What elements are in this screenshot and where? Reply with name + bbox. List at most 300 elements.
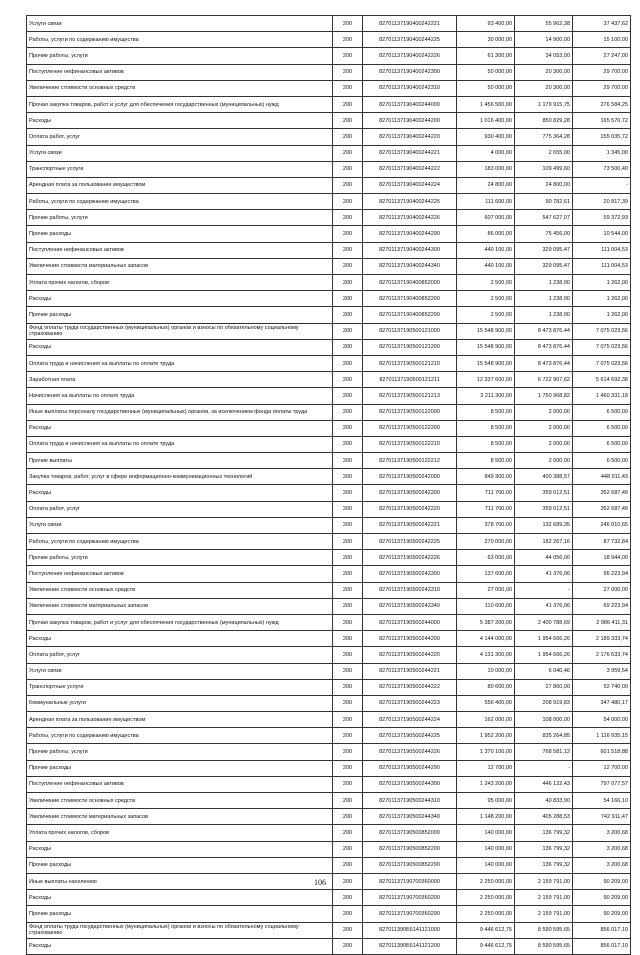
row-unexecuted-cell: 6 500,00 bbox=[573, 453, 631, 469]
table-row bbox=[27, 436, 631, 452]
row-approved-cell: 27 000,00 bbox=[457, 582, 515, 598]
row-unexecuted-cell: 29 700,00 bbox=[573, 80, 631, 96]
row-budget-code-cell: 82701137190700360200 bbox=[363, 890, 457, 906]
row-name-cell: Расходы bbox=[27, 631, 333, 647]
row-budget-code-cell: 82701137190500244290 bbox=[363, 760, 457, 776]
row-approved-cell: 95 000,00 bbox=[457, 793, 515, 809]
row-line-code-cell: 200 bbox=[333, 776, 363, 792]
table-row bbox=[27, 32, 631, 48]
table-row bbox=[27, 809, 631, 825]
table-row bbox=[27, 728, 631, 744]
row-budget-code-cell: 82701137190400244222 bbox=[363, 161, 457, 177]
row-unexecuted-cell: 15 100,00 bbox=[573, 32, 631, 48]
row-executed-cell: 329 095,47 bbox=[515, 242, 573, 258]
row-executed-cell: 20 300,00 bbox=[515, 80, 573, 96]
row-unexecuted-cell: 347 480,17 bbox=[573, 695, 631, 711]
row-line-code-cell: 200 bbox=[333, 825, 363, 841]
row-unexecuted-cell: 856 017,10 bbox=[573, 922, 631, 938]
row-budget-code-cell: 82701137190400244225 bbox=[363, 32, 457, 48]
row-executed-cell: 2 000,00 bbox=[515, 436, 573, 452]
row-name-cell: Увеличение стоимости материальных запасов bbox=[27, 809, 333, 825]
row-budget-code-cell: 82701137190400244300 bbox=[363, 242, 457, 258]
row-approved-cell: 1 148 200,00 bbox=[457, 809, 515, 825]
row-unexecuted-cell: 155 035,72 bbox=[573, 129, 631, 145]
row-budget-code-cell: 82701137190500121213 bbox=[363, 388, 457, 404]
row-name-cell: Прочие расходы bbox=[27, 760, 333, 776]
table-row bbox=[27, 96, 631, 112]
table-row bbox=[27, 776, 631, 792]
row-line-code-cell: 200 bbox=[333, 194, 363, 210]
row-unexecuted-cell: 246 010,65 bbox=[573, 517, 631, 533]
row-budget-code-cell: 82701137190500242221 bbox=[363, 517, 457, 533]
row-approved-cell: 930 400,00 bbox=[457, 129, 515, 145]
row-budget-code-cell: 82701137190500242300 bbox=[363, 566, 457, 582]
row-name-cell: Оплата труда и начисления на выплаты по оплате труда bbox=[27, 436, 333, 452]
row-unexecuted-cell: 54 166,10 bbox=[573, 793, 631, 809]
row-unexecuted-cell: 2 189 333,74 bbox=[573, 631, 631, 647]
row-executed-cell: 775 364,28 bbox=[515, 129, 573, 145]
table-row bbox=[27, 534, 631, 550]
row-line-code-cell: 200 bbox=[333, 873, 363, 889]
row-unexecuted-cell: 18 944,00 bbox=[573, 550, 631, 566]
row-budget-code-cell: 82701137190500244220 bbox=[363, 647, 457, 663]
row-executed-cell: 547 627,07 bbox=[515, 210, 573, 226]
row-line-code-cell: 200 bbox=[333, 857, 363, 873]
row-approved-cell: 9 446 612,75 bbox=[457, 922, 515, 938]
row-line-code-cell: 200 bbox=[333, 938, 363, 954]
row-budget-code-cell: 82701137190500242310 bbox=[363, 582, 457, 598]
row-name-cell: Работы, услуги по содержанию имущества bbox=[27, 728, 333, 744]
report-sheet bbox=[26, 15, 630, 955]
row-approved-cell: 12 337 600,00 bbox=[457, 372, 515, 388]
row-approved-cell: 12 700,00 bbox=[457, 760, 515, 776]
row-line-code-cell: 200 bbox=[333, 614, 363, 630]
row-approved-cell: 50 000,00 bbox=[457, 80, 515, 96]
table-row bbox=[27, 291, 631, 307]
row-budget-code-cell: 82701137190500244200 bbox=[363, 631, 457, 647]
row-approved-cell: 8 500,00 bbox=[457, 436, 515, 452]
row-line-code-cell: 200 bbox=[333, 598, 363, 614]
table-row bbox=[27, 226, 631, 242]
row-budget-code-cell: 82701137190500244224 bbox=[363, 712, 457, 728]
budget-execution-table bbox=[26, 15, 631, 955]
row-executed-cell: 6 722 907,62 bbox=[515, 372, 573, 388]
row-executed-cell: 1 238,00 bbox=[515, 307, 573, 323]
table-row bbox=[27, 16, 631, 32]
row-executed-cell: 2 000,00 bbox=[515, 404, 573, 420]
row-executed-cell: 6 040,46 bbox=[515, 663, 573, 679]
row-name-cell: Фонд оплаты труда государственных (муниципальных) органов и взносы по обязательному социальному страхованию bbox=[27, 323, 333, 339]
table-row bbox=[27, 550, 631, 566]
row-line-code-cell: 200 bbox=[333, 275, 363, 291]
row-name-cell: Транспортные услуги bbox=[27, 679, 333, 695]
row-budget-code-cell: 82701137190500852290 bbox=[363, 857, 457, 873]
row-unexecuted-cell: 90 209,00 bbox=[573, 890, 631, 906]
row-line-code-cell: 200 bbox=[333, 404, 363, 420]
table-row bbox=[27, 64, 631, 80]
table-row bbox=[27, 113, 631, 129]
row-approved-cell: 4 131 300,00 bbox=[457, 647, 515, 663]
row-budget-code-cell: 82701137190400242226 bbox=[363, 48, 457, 64]
row-approved-cell: 3 211 300,00 bbox=[457, 388, 515, 404]
row-line-code-cell: 200 bbox=[333, 890, 363, 906]
row-unexecuted-cell: 10 544,00 bbox=[573, 226, 631, 242]
table-row bbox=[27, 323, 631, 339]
row-approved-cell: 1 952 200,00 bbox=[457, 728, 515, 744]
row-approved-cell: 2 500,00 bbox=[457, 307, 515, 323]
row-line-code-cell: 200 bbox=[333, 242, 363, 258]
table-row bbox=[27, 825, 631, 841]
row-approved-cell: 1 370 100,00 bbox=[457, 744, 515, 760]
row-executed-cell: 1 954 666,26 bbox=[515, 647, 573, 663]
row-line-code-cell: 200 bbox=[333, 582, 363, 598]
row-line-code-cell: 200 bbox=[333, 841, 363, 857]
table-row bbox=[27, 355, 631, 371]
row-line-code-cell: 200 bbox=[333, 48, 363, 64]
table-row bbox=[27, 194, 631, 210]
row-unexecuted-cell: 276 584,25 bbox=[573, 96, 631, 112]
row-line-code-cell: 200 bbox=[333, 534, 363, 550]
row-unexecuted-cell: 69 223,94 bbox=[573, 598, 631, 614]
row-executed-cell: 109 499,60 bbox=[515, 161, 573, 177]
table-row bbox=[27, 663, 631, 679]
row-unexecuted-cell: 59 372,93 bbox=[573, 210, 631, 226]
row-unexecuted-cell: 2 986 411,31 bbox=[573, 614, 631, 630]
row-executed-cell: 136 799,32 bbox=[515, 825, 573, 841]
table-row bbox=[27, 145, 631, 161]
table-row bbox=[27, 938, 631, 954]
row-budget-code-cell: 82701137190400244224 bbox=[363, 177, 457, 193]
row-executed-cell: 850 829,28 bbox=[515, 113, 573, 129]
row-name-cell: Прочие расходы bbox=[27, 226, 333, 242]
row-unexecuted-cell: 1 116 935,15 bbox=[573, 728, 631, 744]
table-body bbox=[27, 16, 631, 955]
row-line-code-cell: 200 bbox=[333, 339, 363, 355]
row-line-code-cell: 200 bbox=[333, 566, 363, 582]
table-row bbox=[27, 679, 631, 695]
row-executed-cell: 2 159 791,00 bbox=[515, 890, 573, 906]
row-line-code-cell: 200 bbox=[333, 420, 363, 436]
row-unexecuted-cell: 1 460 331,18 bbox=[573, 388, 631, 404]
row-budget-code-cell: 82701137190700360000 bbox=[363, 873, 457, 889]
row-name-cell: Расходы bbox=[27, 938, 333, 954]
table-row bbox=[27, 388, 631, 404]
row-budget-code-cell: 82701137190500244226 bbox=[363, 744, 457, 760]
row-unexecuted-cell: 90 209,00 bbox=[573, 906, 631, 922]
row-name-cell: Оплата работ, услуг bbox=[27, 501, 333, 517]
row-line-code-cell: 200 bbox=[333, 372, 363, 388]
row-name-cell: Услуги связи bbox=[27, 663, 333, 679]
row-budget-code-cell: 82701137190400242310 bbox=[363, 80, 457, 96]
row-approved-cell: 440 100,00 bbox=[457, 258, 515, 274]
table-row bbox=[27, 420, 631, 436]
row-name-cell: Услуги связи bbox=[27, 517, 333, 533]
row-approved-cell: 10 000,00 bbox=[457, 663, 515, 679]
row-approved-cell: 1 243 200,00 bbox=[457, 776, 515, 792]
row-approved-cell: 15 548 900,00 bbox=[457, 339, 515, 355]
row-name-cell: Прочие расходы bbox=[27, 857, 333, 873]
row-executed-cell: 41 376,06 bbox=[515, 566, 573, 582]
row-approved-cell: 8 500,00 bbox=[457, 420, 515, 436]
row-line-code-cell: 200 bbox=[333, 906, 363, 922]
row-name-cell: Увеличение стоимости основных средств bbox=[27, 80, 333, 96]
row-executed-cell: 40 833,90 bbox=[515, 793, 573, 809]
row-approved-cell: 4 144 000,00 bbox=[457, 631, 515, 647]
row-unexecuted-cell: 2 176 633,74 bbox=[573, 647, 631, 663]
row-budget-code-cell: 82701137190500122200 bbox=[363, 420, 457, 436]
row-name-cell: Расходы bbox=[27, 291, 333, 307]
row-executed-cell: 8 473 876,44 bbox=[515, 355, 573, 371]
row-line-code-cell: 200 bbox=[333, 695, 363, 711]
row-executed-cell: 1 179 915,75 bbox=[515, 96, 573, 112]
table-row bbox=[27, 712, 631, 728]
row-name-cell: Работы, услуги по содержанию имущества bbox=[27, 194, 333, 210]
row-budget-code-cell: 82701137190500244222 bbox=[363, 679, 457, 695]
row-name-cell: Уплата прочих налогов, сборов bbox=[27, 825, 333, 841]
row-name-cell: Иные выплаты персоналу государственных (муниципальных) органов, за исключением фонда оплаты труда bbox=[27, 404, 333, 420]
table-row bbox=[27, 372, 631, 388]
row-unexecuted-cell: 5 614 692,38 bbox=[573, 372, 631, 388]
table-row bbox=[27, 793, 631, 809]
row-unexecuted-cell: 448 911,43 bbox=[573, 469, 631, 485]
row-name-cell: Прочие выплаты bbox=[27, 453, 333, 469]
row-executed-cell: 75 456,00 bbox=[515, 226, 573, 242]
table-row bbox=[27, 744, 631, 760]
row-executed-cell: 2 400 788,69 bbox=[515, 614, 573, 630]
row-approved-cell: 15 548 900,00 bbox=[457, 355, 515, 371]
row-executed-cell: 90 782,61 bbox=[515, 194, 573, 210]
row-name-cell: Расходы bbox=[27, 485, 333, 501]
row-executed-cell: 2 159 791,00 bbox=[515, 873, 573, 889]
row-name-cell: Работы, услуги по содержанию имущества bbox=[27, 534, 333, 550]
row-line-code-cell: 200 bbox=[333, 469, 363, 485]
row-line-code-cell: 200 bbox=[333, 129, 363, 145]
row-budget-code-cell: 82701137190500242200 bbox=[363, 485, 457, 501]
row-line-code-cell: 200 bbox=[333, 679, 363, 695]
row-approved-cell: 162 000,00 bbox=[457, 712, 515, 728]
row-unexecuted-cell: 7 075 023,56 bbox=[573, 339, 631, 355]
row-line-code-cell: 200 bbox=[333, 663, 363, 679]
row-approved-cell: 8 500,00 bbox=[457, 404, 515, 420]
table-row bbox=[27, 80, 631, 96]
row-budget-code-cell: 82701137190400244220 bbox=[363, 129, 457, 145]
row-unexecuted-cell: 73 500,40 bbox=[573, 161, 631, 177]
row-budget-code-cell: 82701137190500242000 bbox=[363, 469, 457, 485]
row-executed-cell: 182 267,16 bbox=[515, 534, 573, 550]
row-executed-cell: 329 095,47 bbox=[515, 258, 573, 274]
row-name-cell: Расходы bbox=[27, 890, 333, 906]
row-approved-cell: 8 500,00 bbox=[457, 453, 515, 469]
row-unexecuted-cell: 3 959,54 bbox=[573, 663, 631, 679]
row-name-cell: Транспортные услуги bbox=[27, 161, 333, 177]
table-row bbox=[27, 177, 631, 193]
row-budget-code-cell: 82701137190400244290 bbox=[363, 226, 457, 242]
row-budget-code-cell: 82701137190500122210 bbox=[363, 436, 457, 452]
row-name-cell: Уплата прочих налогов, сборов bbox=[27, 275, 333, 291]
row-budget-code-cell: 82701137190500122000 bbox=[363, 404, 457, 420]
row-executed-cell: 55 962,38 bbox=[515, 16, 573, 32]
row-line-code-cell: 200 bbox=[333, 501, 363, 517]
table-row bbox=[27, 598, 631, 614]
table-row bbox=[27, 129, 631, 145]
row-budget-code-cell: 82701137190500121200 bbox=[363, 339, 457, 355]
row-budget-code-cell: 82701137190500244310 bbox=[363, 793, 457, 809]
row-budget-code-cell: 82701137190400244225 bbox=[363, 194, 457, 210]
row-budget-code-cell: 82701137190500121000 bbox=[363, 323, 457, 339]
row-approved-cell: 80 600,00 bbox=[457, 679, 515, 695]
row-line-code-cell: 200 bbox=[333, 96, 363, 112]
row-line-code-cell: 200 bbox=[333, 32, 363, 48]
row-unexecuted-cell: 1 262,00 bbox=[573, 275, 631, 291]
row-name-cell: Поступление нефинансовых активов bbox=[27, 776, 333, 792]
row-executed-cell: 136 799,32 bbox=[515, 841, 573, 857]
row-name-cell: Увеличение стоимости материальных запасов bbox=[27, 258, 333, 274]
row-executed-cell: 8 590 595,65 bbox=[515, 922, 573, 938]
row-unexecuted-cell: 96 223,94 bbox=[573, 566, 631, 582]
row-approved-cell: 111 600,00 bbox=[457, 194, 515, 210]
row-unexecuted-cell: 12 700,00 bbox=[573, 760, 631, 776]
row-unexecuted-cell: 6 500,00 bbox=[573, 436, 631, 452]
table-row bbox=[27, 501, 631, 517]
row-unexecuted-cell: 20 817,39 bbox=[573, 194, 631, 210]
row-budget-code-cell: 82701137190500242340 bbox=[363, 598, 457, 614]
row-budget-code-cell: 82701137190400852200 bbox=[363, 291, 457, 307]
row-name-cell: Поступление нефинансовых активов bbox=[27, 64, 333, 80]
row-name-cell: Работы, услуги по содержанию имущества bbox=[27, 32, 333, 48]
table-row bbox=[27, 890, 631, 906]
row-approved-cell: 1 016 400,00 bbox=[457, 113, 515, 129]
row-line-code-cell: 200 bbox=[333, 793, 363, 809]
row-name-cell: Расходы bbox=[27, 420, 333, 436]
row-name-cell: Прочие работы, услуги bbox=[27, 48, 333, 64]
row-executed-cell: 2 655,00 bbox=[515, 145, 573, 161]
row-name-cell: Поступление нефинансовых активов bbox=[27, 242, 333, 258]
row-name-cell: Арендная плата за пользование имуществом bbox=[27, 712, 333, 728]
row-name-cell: Прочие работы, услуги bbox=[27, 210, 333, 226]
row-approved-cell: 63 000,00 bbox=[457, 550, 515, 566]
row-unexecuted-cell: - bbox=[573, 177, 631, 193]
row-line-code-cell: 200 bbox=[333, 307, 363, 323]
row-line-code-cell: 200 bbox=[333, 712, 363, 728]
row-name-cell: Арендная плата за пользование имуществом bbox=[27, 177, 333, 193]
row-name-cell: Прочие работы, услуги bbox=[27, 550, 333, 566]
row-executed-cell: 2 000,00 bbox=[515, 420, 573, 436]
row-budget-code-cell: 82701137190500852200 bbox=[363, 841, 457, 857]
row-budget-code-cell: 82701137190400852000 bbox=[363, 275, 457, 291]
table-row bbox=[27, 48, 631, 64]
table-row bbox=[27, 339, 631, 355]
row-budget-code-cell: 827011390Б5141121000 bbox=[363, 922, 457, 938]
table-row bbox=[27, 453, 631, 469]
row-unexecuted-cell: 111 004,53 bbox=[573, 258, 631, 274]
row-line-code-cell: 200 bbox=[333, 744, 363, 760]
row-approved-cell: 2 500,00 bbox=[457, 275, 515, 291]
row-name-cell: Услуги связи bbox=[27, 16, 333, 32]
table-row bbox=[27, 841, 631, 857]
table-row bbox=[27, 582, 631, 598]
row-executed-cell: 835 264,85 bbox=[515, 728, 573, 744]
row-line-code-cell: 200 bbox=[333, 453, 363, 469]
row-budget-code-cell: 82701137190500121210 bbox=[363, 355, 457, 371]
row-executed-cell: 1 750 968,82 bbox=[515, 388, 573, 404]
row-unexecuted-cell: 90 209,00 bbox=[573, 873, 631, 889]
row-unexecuted-cell: 29 700,00 bbox=[573, 64, 631, 80]
row-approved-cell: 440 100,00 bbox=[457, 242, 515, 258]
row-approved-cell: 2 250 000,00 bbox=[457, 890, 515, 906]
row-unexecuted-cell: 797 077,57 bbox=[573, 776, 631, 792]
row-name-cell: Заработная плата bbox=[27, 372, 333, 388]
row-approved-cell: 24 800,00 bbox=[457, 177, 515, 193]
row-approved-cell: 140 000,00 bbox=[457, 825, 515, 841]
table-row bbox=[27, 485, 631, 501]
row-name-cell: Начисления на выплаты по оплате труда bbox=[27, 388, 333, 404]
row-unexecuted-cell: 742 911,47 bbox=[573, 809, 631, 825]
row-executed-cell: 34 053,00 bbox=[515, 48, 573, 64]
row-name-cell: Закупка товаров, работ, услуг в сфере информационно-коммуникационных технологий bbox=[27, 469, 333, 485]
row-executed-cell: 14 900,00 bbox=[515, 32, 573, 48]
row-approved-cell: 140 000,00 bbox=[457, 841, 515, 857]
row-budget-code-cell: 82701137190500852000 bbox=[363, 825, 457, 841]
row-unexecuted-cell: 165 570,72 bbox=[573, 113, 631, 129]
row-line-code-cell: 200 bbox=[333, 809, 363, 825]
row-line-code-cell: 200 bbox=[333, 291, 363, 307]
row-executed-cell: 768 581,12 bbox=[515, 744, 573, 760]
row-unexecuted-cell: 352 687,49 bbox=[573, 501, 631, 517]
row-line-code-cell: 200 bbox=[333, 226, 363, 242]
row-executed-cell: 24 800,00 bbox=[515, 177, 573, 193]
row-line-code-cell: 200 bbox=[333, 16, 363, 32]
row-name-cell: Расходы bbox=[27, 113, 333, 129]
row-unexecuted-cell: 601 518,88 bbox=[573, 744, 631, 760]
row-budget-code-cell: 82701137190400244000 bbox=[363, 96, 457, 112]
row-name-cell: Прочие расходы bbox=[27, 307, 333, 323]
row-approved-cell: 711 700,00 bbox=[457, 501, 515, 517]
row-unexecuted-cell: 3 200,68 bbox=[573, 841, 631, 857]
table-row bbox=[27, 922, 631, 938]
row-executed-cell: 8 473 876,44 bbox=[515, 323, 573, 339]
table-row bbox=[27, 517, 631, 533]
row-name-cell: Оплата труда и начисления на выплаты по оплате труда bbox=[27, 355, 333, 371]
row-approved-cell: 2 500,00 bbox=[457, 291, 515, 307]
row-unexecuted-cell: 352 687,49 bbox=[573, 485, 631, 501]
row-name-cell: Услуги связи bbox=[27, 145, 333, 161]
table-row bbox=[27, 242, 631, 258]
row-approved-cell: 2 250 000,00 bbox=[457, 906, 515, 922]
row-approved-cell: 93 400,00 bbox=[457, 16, 515, 32]
row-budget-code-cell: 82701137190400244226 bbox=[363, 210, 457, 226]
row-unexecuted-cell: 7 075 023,56 bbox=[573, 355, 631, 371]
row-approved-cell: 140 000,00 bbox=[457, 857, 515, 873]
row-unexecuted-cell: 1 345,00 bbox=[573, 145, 631, 161]
row-approved-cell: 556 400,00 bbox=[457, 695, 515, 711]
table-row bbox=[27, 647, 631, 663]
row-executed-cell: - bbox=[515, 582, 573, 598]
row-executed-cell: 8 473 876,44 bbox=[515, 339, 573, 355]
table-row bbox=[27, 210, 631, 226]
page-number: 106 bbox=[314, 878, 326, 887]
row-unexecuted-cell: 54 000,00 bbox=[573, 712, 631, 728]
row-executed-cell: 44 056,00 bbox=[515, 550, 573, 566]
table-row bbox=[27, 760, 631, 776]
row-line-code-cell: 200 bbox=[333, 436, 363, 452]
row-unexecuted-cell: 27 247,00 bbox=[573, 48, 631, 64]
row-line-code-cell: 200 bbox=[333, 161, 363, 177]
row-executed-cell: 41 376,06 bbox=[515, 598, 573, 614]
row-line-code-cell: 200 bbox=[333, 550, 363, 566]
row-approved-cell: 86 000,00 bbox=[457, 226, 515, 242]
row-budget-code-cell: 827011390Б5141121200 bbox=[363, 938, 457, 954]
row-budget-code-cell: 82701137190500242226 bbox=[363, 550, 457, 566]
